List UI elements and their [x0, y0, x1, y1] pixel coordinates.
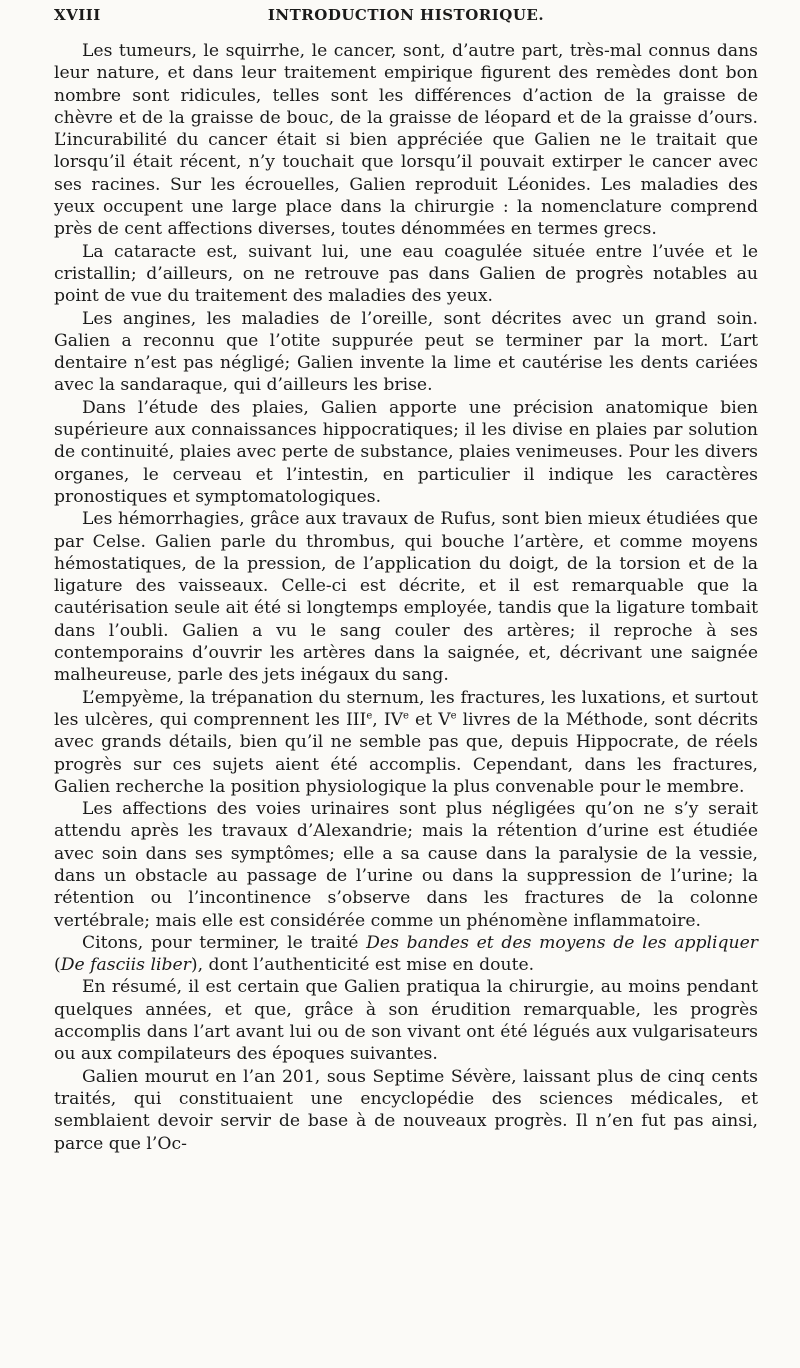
paragraph-cataracte: La cataracte est, suivant lui, une eau coagulée située entre l’uvée et le cristallin; d’ailleurs, on ne retrouve pas dans Galien de progrès notables au point de vue du traitement des maladies des yeux.: [54, 241, 758, 307]
book-page: [54, 6, 758, 1155]
running-title: INTRODUCTION HISTORIQUE.: [267, 6, 545, 24]
paragraph-galien-mourut: Galien mourut en l’an 201, sous Septime Sévère, laissant plus de cinq cents traités, qui constituaient une encyclopédie des sciences médicales, et semblaient devoir servir de base à de nouveaux progrès. Il n’en fut pas ainsi, parce que l’Oc-: [54, 1066, 758, 1154]
paragraph-voies-urinaires: Les affections des voies urinaires sont plus négligées qu’on ne s’y serait attendu après les travaux d’Alexandrie; mais la rétention d’urine est étudiée avec soin dans ses symptômes; elle a sa cause dans la paralysie de la vessie, dans un obstacle au passage de l’urine ou dans la suppression de l’urine; la rétention ou l’incontinence s’observe dans les fractures de la colonne vertébrale; mais elle est considérée comme un phénomène inflammatoire.: [54, 799, 758, 931]
paragraph-resume: En résumé, il est certain que Galien pratiqua la chirurgie, au moins pendant quelques années, et que, grâce à son érudition remarquable, les progrès accomplis dans l’art avant lui ou de son vivant ont été légués aux vulgarisateurs ou aux compilateurs des époques suivantes.: [54, 977, 758, 1065]
body-text: [54, 40, 758, 1155]
paragraph-hemorrhagies: Les hémorrhagies, grâce aux travaux de Rufus, sont bien mieux étudiées que par Celse. Galien parle du thrombus, qui bouche l’artère, et comme moyens hémostatiques, de la pression, de l’application du doigt, de la torsion et de la ligature des vaisseaux. Celle-ci est décrite, et il est remarquable que la cautérisation seule ait été si longtemps employée, tandis que la ligature tombait dans l’oubli. Galien a vu le sang couler des artères; il reproche à ses contemporains d’ouvrir les artères dans la saignée, et, décrivant une saignée malheureuse, parle des jets inégaux du sang.: [54, 509, 758, 686]
running-head: [54, 6, 758, 36]
paragraph-empyeme: L’empyème, la trépanation du sternum, les fractures, les luxations, et surtout les ulcères, qui comprennent les IIIe, IVe et Ve livres de la Méthode, sont décrits avec grands détails, bien qu’il ne semble pas que, depuis Hippocrate, de réels progrès sur ces sujets aient été accomplis. Cependant, dans les fractures, Galien recherche la position physiologique la plus convenable pour le membre.: [54, 687, 759, 797]
paragraph-angines: Les angines, les maladies de l’oreille, sont décrites avec un grand soin. Galien a reconnu que l’otite suppurée peut se terminer par la mort. L’art dentaire n’est pas négligé; Galien invente la lime et cautérise les dents cariées avec la sandaraque, qui d’ailleurs les brise.: [54, 308, 758, 396]
paragraph-tumeurs: Les tumeurs, le squirrhe, le cancer, sont, d’autre part, très-mal connus dans leur nature, et dans leur traitement empirique figurent des remèdes dont bon nombre sont ridicules, telles sont les différences d’action de la graisse de chèvre et de la graisse de bouc, de la graisse de léopard et de la graisse d’ours. L’incurabilité du cancer était si bien appréciée que Galien ne le traitait que lorsqu’il était récent, n’y touchait que lorsqu’il pouvait extirper le cancer avec ses racines. Sur les écrouelles, Galien reproduit Léonides. Les maladies des yeux occupent une large place dans la chirurgie : la nomenclature comprend près de cent affections diverses, toutes dénommées en termes grecs.: [54, 41, 758, 240]
paragraph-plaies: Dans l’étude des plaies, Galien apporte une précision anatomique bien supérieure aux connaissances hippocratiques; il les divise en plaies par solution de continuité, plaies avec perte de substance, plaies venimeuses. Pour les divers organes, le cerveau et l’intestin, en particulier il indique les caractères pronostiques et symptomatologiques.: [54, 397, 758, 507]
paragraph-citons: Citons, pour terminer, le traité Des bandes et des moyens de les appliquer (De fasciis liber), dont l’authenticité est mise en doute.: [54, 932, 758, 976]
page-number: XVIII: [54, 6, 101, 24]
